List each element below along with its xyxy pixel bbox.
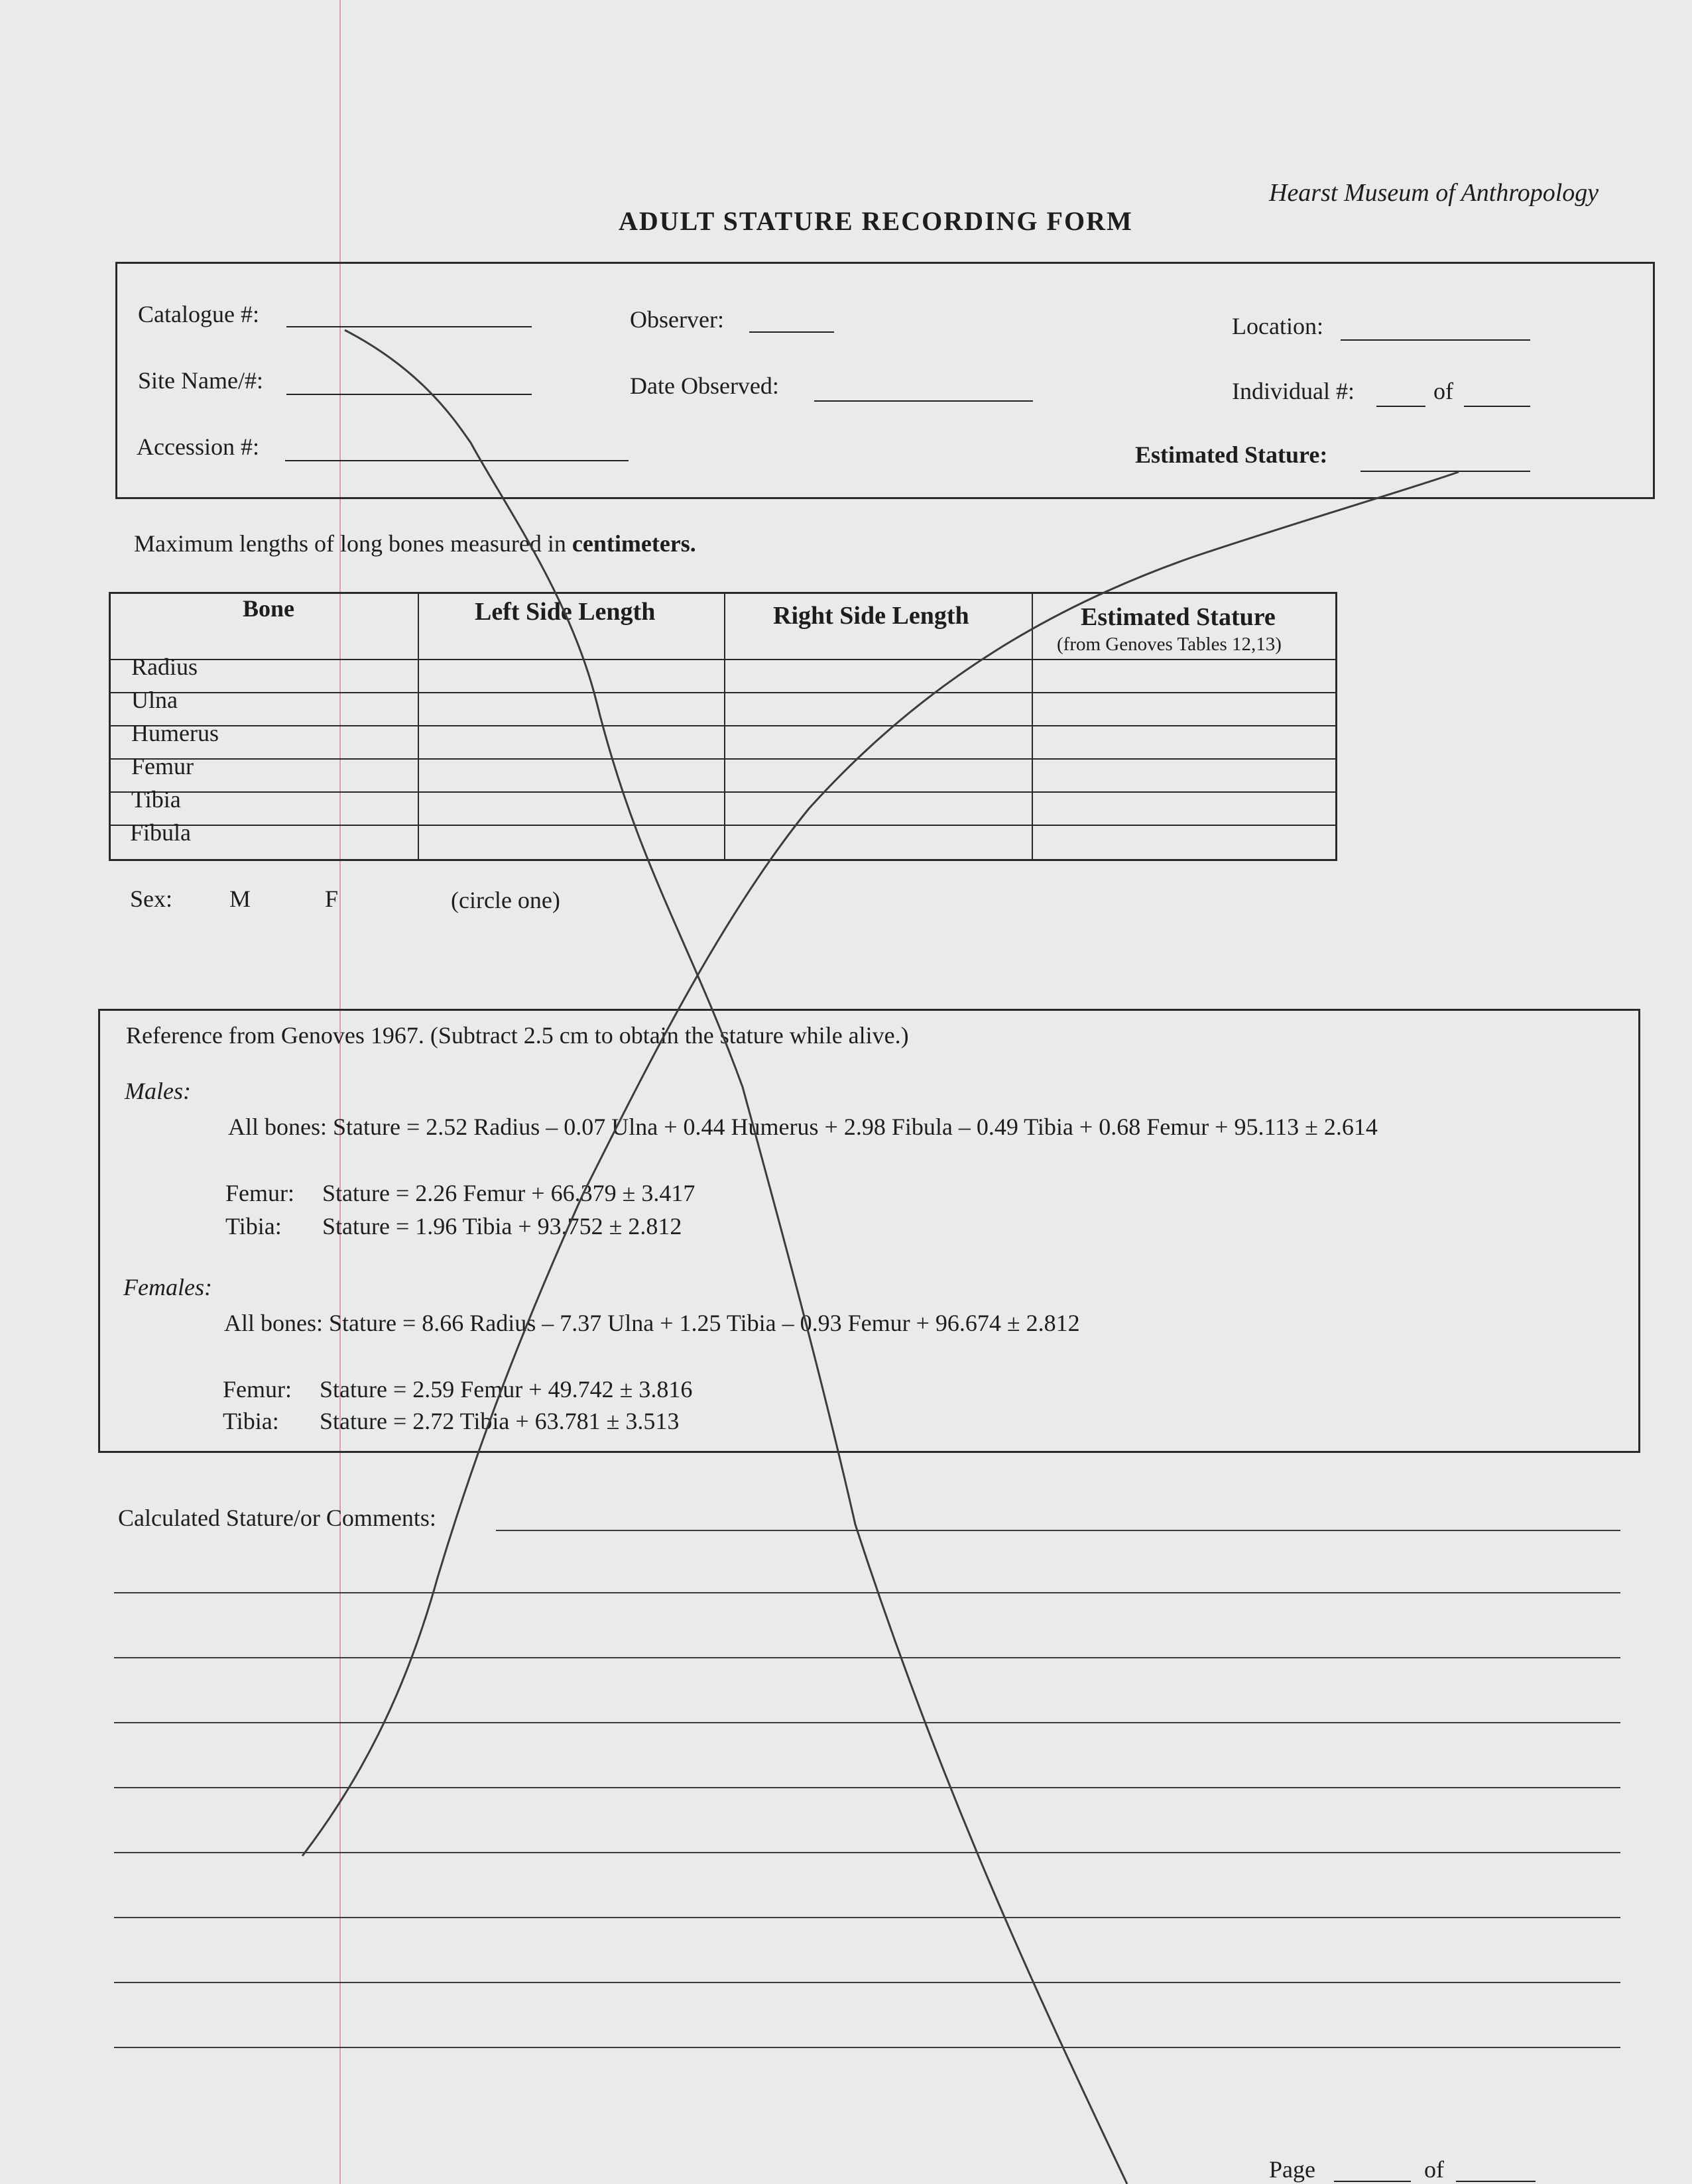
females-femur-formula: Stature = 2.59 Femur + 49.742 ± 3.816 xyxy=(320,1376,693,1403)
bone-ulna: Ulna xyxy=(131,687,178,713)
individual-of-label: of xyxy=(1433,378,1453,404)
header-left-length: Left Side Length xyxy=(475,598,656,626)
sex-instruction: (circle one) xyxy=(451,887,560,913)
page-title: ADULT STATURE RECORDING FORM xyxy=(619,206,1133,236)
males-tibia-label: Tibia: xyxy=(225,1213,282,1239)
accession-label: Accession #: xyxy=(137,433,259,460)
page-of-label: of xyxy=(1424,2156,1444,2183)
header-estimated-stature: Estimated Stature xyxy=(1081,603,1276,631)
measurement-note-prefix: Maximum lengths of long bones measured in xyxy=(134,530,566,557)
males-tibia-formula: Stature = 1.96 Tibia + 93.752 ± 2.812 xyxy=(322,1213,682,1239)
institution-name: Hearst Museum of Anthropology xyxy=(1269,179,1599,207)
date-observed-label: Date Observed: xyxy=(630,373,779,399)
females-tibia-label: Tibia: xyxy=(223,1408,279,1434)
females-femur-label: Femur: xyxy=(223,1376,292,1403)
sex-option-m[interactable]: M xyxy=(229,886,251,912)
pencil-stroke-1 xyxy=(345,330,1127,2184)
pencil-stroke-2 xyxy=(302,472,1459,1856)
reference-title: Reference from Genoves 1967. (Subtract 2.5 cm to obtain the stature while alive.) xyxy=(126,1022,909,1049)
females-label: Females: xyxy=(123,1274,212,1300)
bone-radius: Radius xyxy=(131,654,198,680)
header-right-length: Right Side Length xyxy=(773,602,969,630)
observer-label: Observer: xyxy=(630,306,724,333)
bone-femur: Femur xyxy=(131,753,194,779)
estimated-stature-label: Estimated Stature: xyxy=(1135,441,1328,468)
individual-label: Individual #: xyxy=(1232,378,1355,404)
females-all-bones-formula: All bones: Stature = 8.66 Radius – 7.37 Ulna + 1.25 Tibia – 0.93 Femur + 96.674 ± 2.812 xyxy=(224,1310,1080,1336)
males-femur-label: Femur: xyxy=(225,1180,294,1206)
sex-option-f[interactable]: F xyxy=(325,886,339,912)
comments-label: Calculated Stature/or Comments: xyxy=(118,1505,436,1531)
header-estimated-source: (from Genoves Tables 12,13) xyxy=(1057,634,1282,655)
location-label: Location: xyxy=(1232,313,1323,339)
measurement-unit: centimeters. xyxy=(572,530,696,557)
sex-label: Sex: xyxy=(130,886,173,912)
page-label: Page xyxy=(1269,2156,1315,2183)
bone-humerus: Humerus xyxy=(131,720,219,746)
catalogue-label: Catalogue #: xyxy=(138,301,259,327)
males-label: Males: xyxy=(125,1078,191,1104)
bone-fibula: Fibula xyxy=(130,819,192,846)
females-tibia-formula: Stature = 2.72 Tibia + 63.781 ± 3.513 xyxy=(320,1408,680,1434)
bone-tibia: Tibia xyxy=(131,786,181,813)
site-name-label: Site Name/#: xyxy=(138,367,263,394)
header-bone: Bone xyxy=(243,595,295,622)
males-all-bones-formula: All bones: Stature = 2.52 Radius – 0.07 Ulna + 0.44 Humerus + 2.98 Fibula – 0.49 Tibia + 0.68 Femur + 95.113 ± 2.614 xyxy=(228,1114,1378,1140)
males-femur-formula: Stature = 2.26 Femur + 66.379 ± 3.417 xyxy=(322,1180,695,1206)
